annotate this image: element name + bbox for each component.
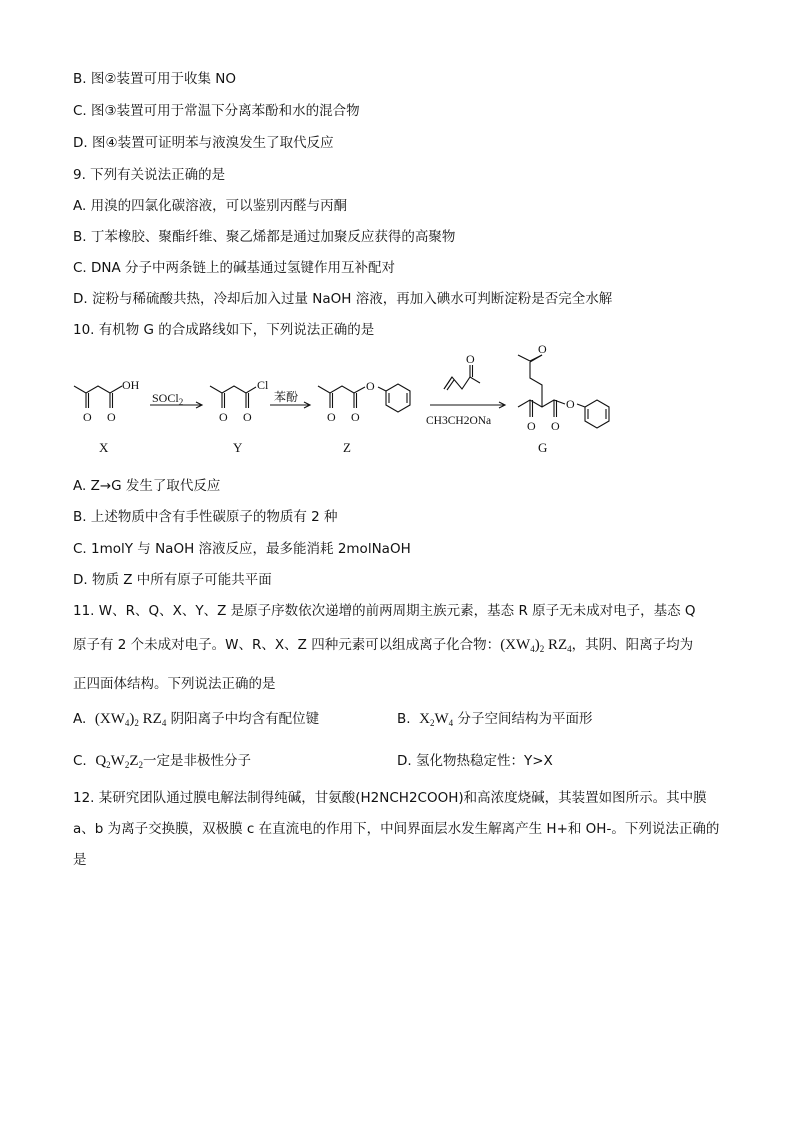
q11-option-b bbox=[397, 707, 592, 728]
q12-line3: 是 bbox=[73, 852, 87, 868]
q11-line2-pre: 原子有 2 个未成对电子。W、R、X、Z 四种元素可以组成离子化合物： bbox=[73, 637, 501, 653]
q11-option-c bbox=[73, 749, 251, 770]
x-o-label-2: O bbox=[107, 410, 116, 424]
q9-option-c: C. DNA 分子中两条链上的碱基通过氢键作用互补配对 bbox=[73, 260, 396, 276]
reagent-ethoxide: CH3CH2ONa bbox=[426, 415, 492, 427]
q11-option-d: D. 氢化物热稳定性：Y>X bbox=[397, 753, 553, 769]
compound-z-label: Z bbox=[343, 440, 351, 455]
q9-stem: 9. 下列有关说法正确的是 bbox=[73, 167, 226, 183]
q11-line2 bbox=[73, 633, 693, 654]
q10-option-b: B. 上述物质中含有手性碳原子的物质有 2 种 bbox=[73, 509, 338, 525]
g-o-ester-label: O bbox=[566, 397, 575, 411]
y-o-label-2: O bbox=[243, 410, 252, 424]
q8-option-b: B. 图②装置可用于收集 NO bbox=[73, 71, 236, 87]
q9-option-b: B. 丁苯橡胶、聚酯纤维、聚乙烯都是通过加聚反应获得的高聚物 bbox=[73, 229, 456, 245]
g-o-label-2: O bbox=[551, 419, 560, 433]
reagent-socl2: SOCl$_2$ bbox=[152, 391, 184, 407]
formula-xw4-2-rz4-a: $(XW_4)_2$ $RZ_4$ bbox=[94, 711, 167, 728]
formula-q2w2z2: $Q_2W_2Z_2$ bbox=[95, 753, 143, 770]
q9-option-d: D. 淀粉与稀硫酸共热，冷却后加入过量 NaOH 溶液，再加入碘水可判断淀粉是否完全水解 bbox=[73, 291, 613, 307]
q10-stem: 10. 有机物 G 的合成路线如下，下列说法正确的是 bbox=[73, 322, 375, 338]
q11-line1: 11. W、R、Q、X、Y、Z 是原子序数依次递增的前两周期主族元素，基态 R 原子无未成对电子，基态 Q bbox=[73, 603, 696, 619]
q8-option-c: C. 图③装置可用于常温下分离苯酚和水的混合物 bbox=[73, 103, 360, 119]
reagent-phenol: 苯酚 bbox=[274, 390, 299, 404]
q12-line1: 12. 某研究团队通过膜电解法制得纯碱，甘氨酸(H2NCH2COOH)和高浓度烧碱，其装置如图所示。其中膜 bbox=[73, 790, 707, 806]
q11-line2-post: ，其阴、阳离子均为 bbox=[571, 637, 694, 653]
q11-option-a bbox=[73, 707, 319, 728]
g-o-top-label: O bbox=[538, 345, 547, 356]
compound-g-label: G bbox=[538, 440, 548, 455]
q10-option-a: A. Z→G 发生了取代反应 bbox=[73, 478, 221, 494]
q11-option-c-text: 一定是非极性分子 bbox=[143, 753, 251, 769]
z-o-label-2: O bbox=[351, 410, 360, 424]
x-oh-label: OH bbox=[122, 378, 140, 392]
q12-line2: a、b 为离子交换膜，双极膜 c 在直流电的作用下，中间界面层水发生解离产生 H+和 OH-。下列说法正确的 bbox=[73, 821, 720, 837]
compound-y-label: Y bbox=[233, 440, 243, 455]
formula-x2w4: $X_2W_4$ bbox=[419, 711, 454, 728]
mvk-o-label: O bbox=[466, 352, 475, 366]
z-o-ester-label: O bbox=[366, 379, 375, 393]
x-o-label-1: O bbox=[83, 410, 92, 424]
y-o-label-1: O bbox=[219, 410, 228, 424]
formula-xw4-2-rz4: $(XW_4)_2$ $RZ_4$ bbox=[500, 637, 572, 654]
q10-option-c: C. 1molY 与 NaOH 溶液反应，最多能消耗 2molNaOH bbox=[73, 541, 411, 557]
q11-option-b-label: B. bbox=[397, 711, 411, 727]
g-o-label-1: O bbox=[527, 419, 536, 433]
q11-option-c-label: C. bbox=[73, 753, 87, 769]
q8-option-d: D. 图④装置可证明苯与液溴发生了取代反应 bbox=[73, 135, 334, 151]
q10-option-d: D. 物质 Z 中所有原子可能共平面 bbox=[73, 572, 272, 588]
q11-option-b-text: 分子空间结构为平面形 bbox=[457, 711, 593, 727]
q11-option-a-text: 阴阳离子中均含有配位键 bbox=[170, 711, 320, 727]
q9-option-a: A. 用溴的四氯化碳溶液，可以鉴别丙醛与丙酮 bbox=[73, 198, 348, 214]
z-o-label-1: O bbox=[327, 410, 336, 424]
y-cl-label: Cl bbox=[257, 378, 269, 392]
q11-line3: 正四面体结构。下列说法正确的是 bbox=[73, 676, 276, 692]
q11-option-a-label: A. bbox=[73, 711, 87, 727]
synthesis-scheme bbox=[60, 345, 700, 465]
compound-x-label: X bbox=[99, 440, 109, 455]
